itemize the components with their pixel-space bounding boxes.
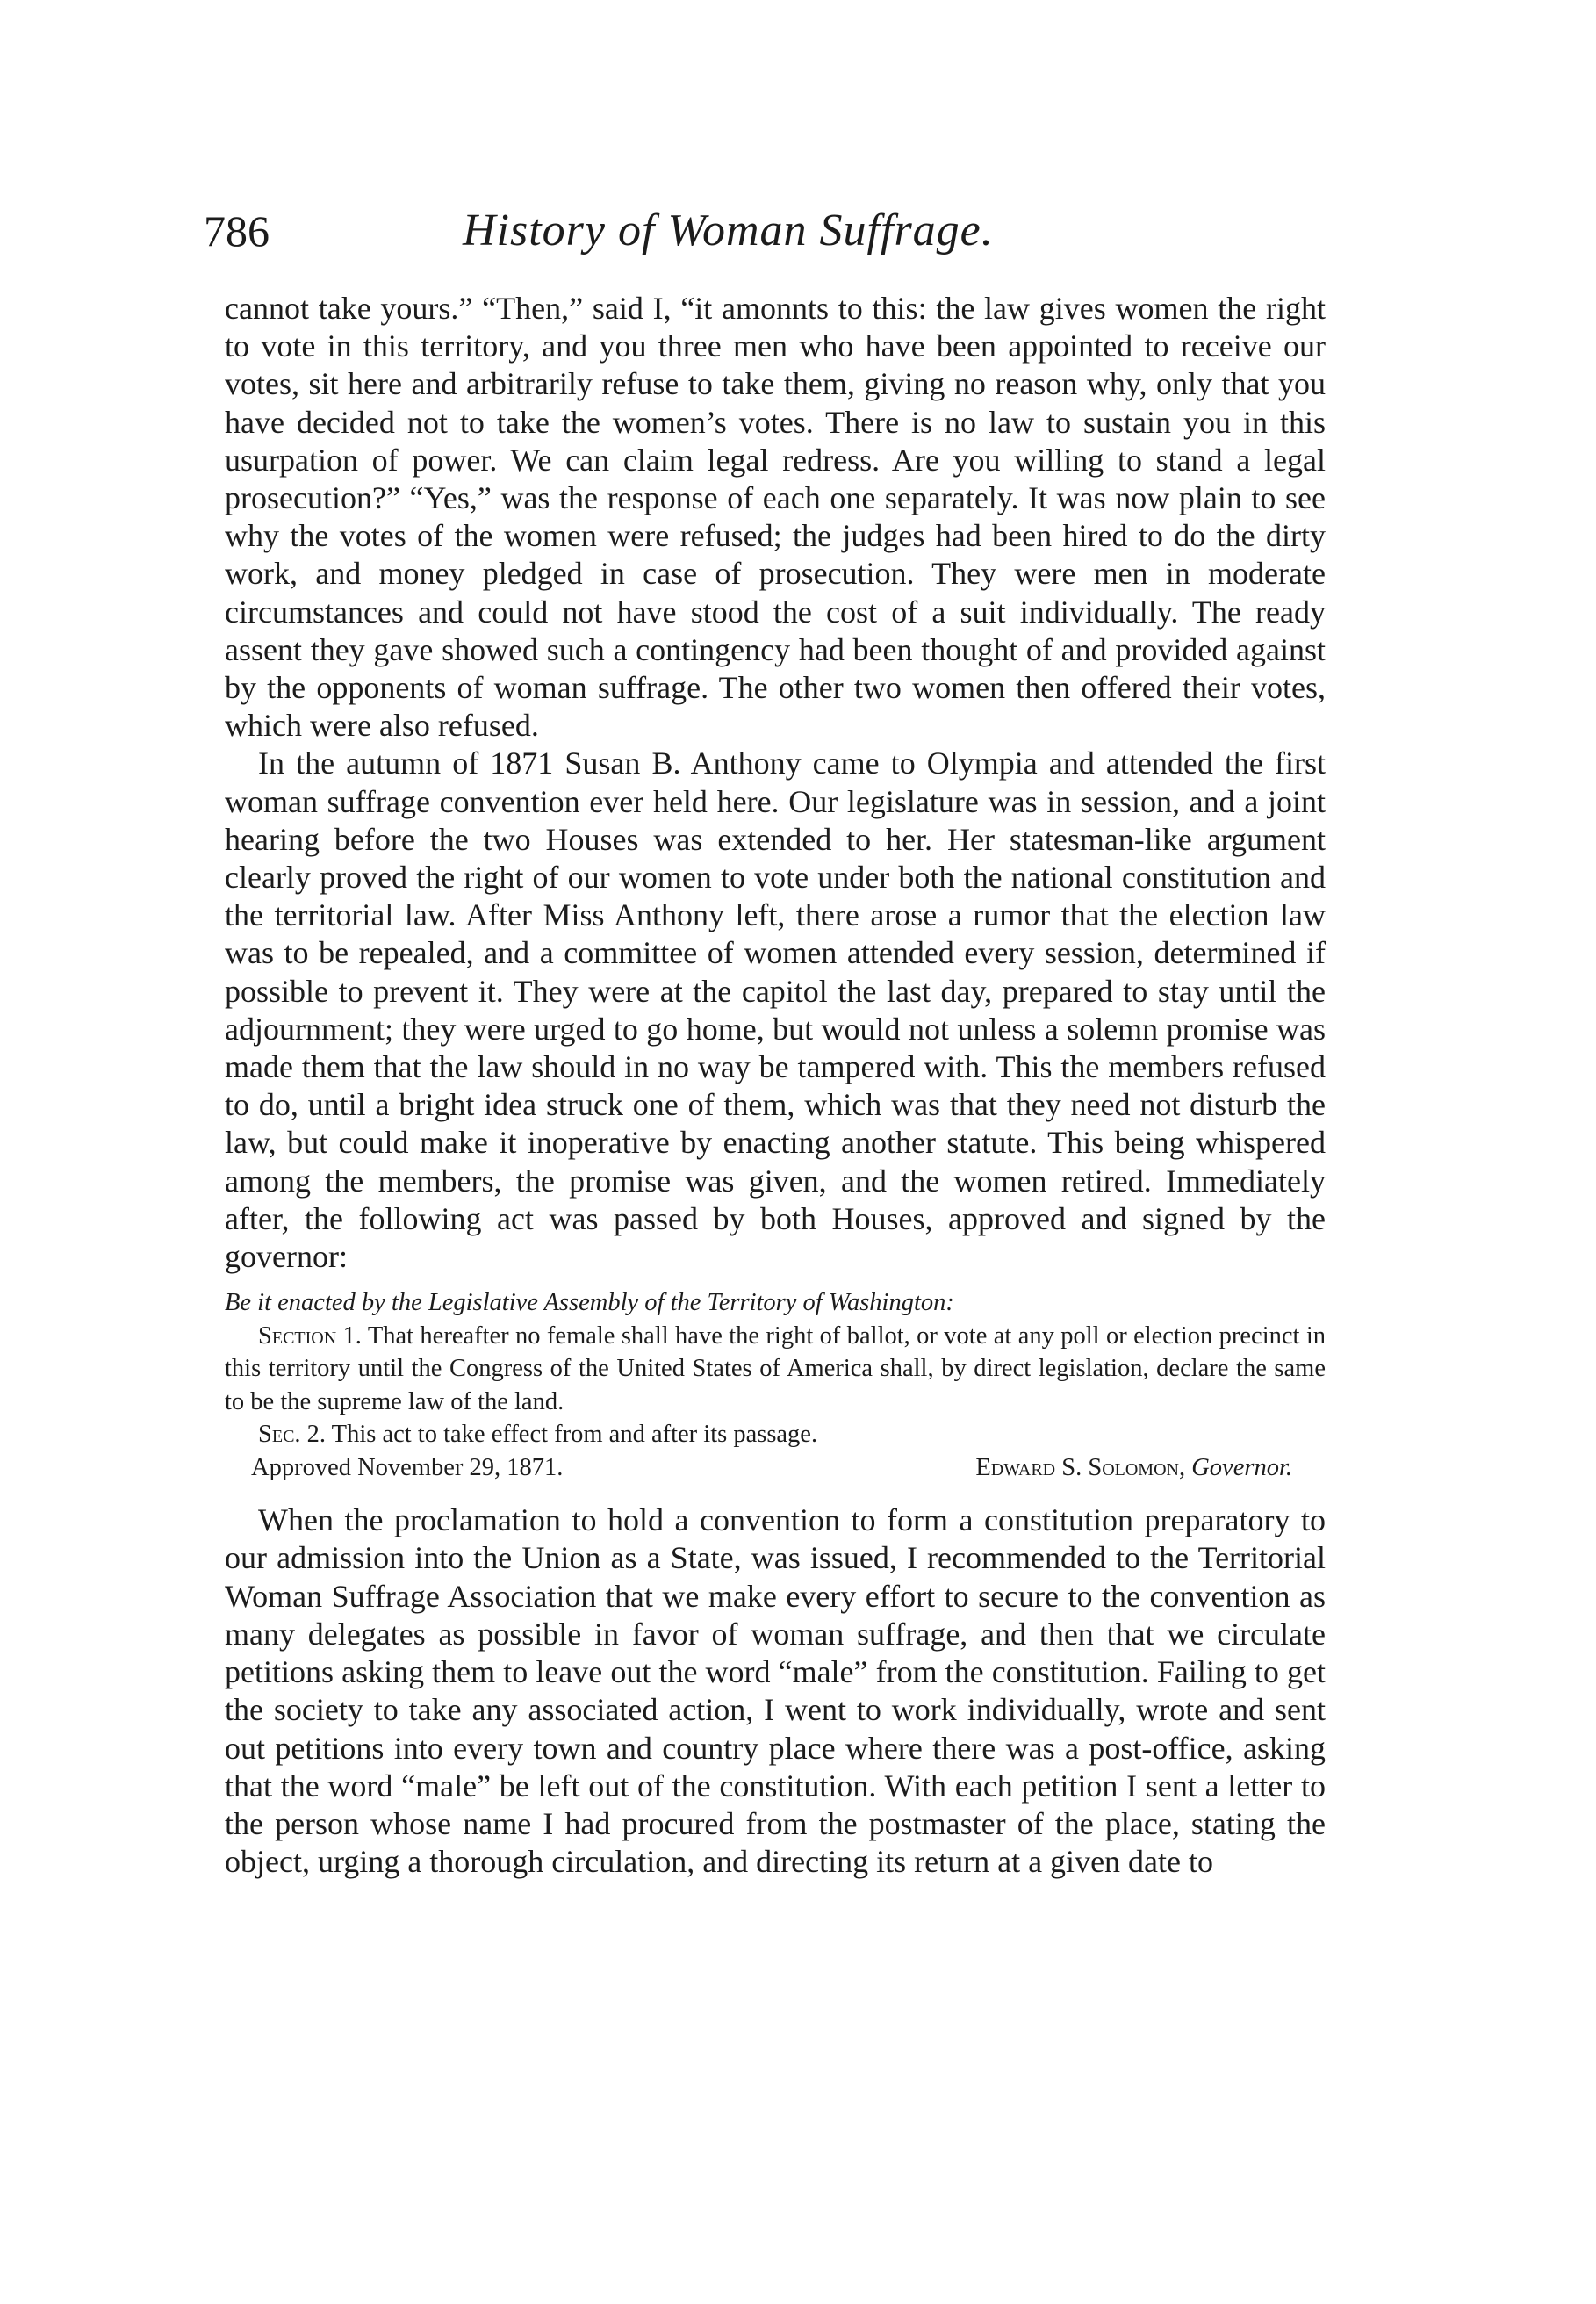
paragraph-1: cannot take yours.” “Then,” said I, “it amonnts to this: the law gives women the right to vote in this territory, and you three men who have been appointed to receive our votes, sit here and arbitrarily refuse to take them, giving no reason why, only that you have decided not to take the women’s votes. There is no law to sustain you in this usurpation of power. We can claim legal redress. Are you willing to stand a legal prosecution?” “Yes,” was the response of each one separately. It was now plain to see why the votes of the women were refused; the judges had been hired to do the dirty work, and money pledged in case of prosecution. They were men in moderate circumstances and could not have stood the cost of a suit individually. The ready assent they gave showed such a contingency had been thought of and provided against by the opponents of woman suffrage. The other two women then offered their votes, which were also refused. (225, 291, 1326, 744)
statute-section-2 (225, 1418, 1326, 1451)
governor-title: Governor. (1191, 1453, 1292, 1481)
running-title: History of Woman Suffrage. (463, 205, 994, 256)
section-2-text: This act to take effect from and after its passage. (331, 1421, 818, 1449)
page-header (204, 200, 1345, 262)
statute-section-1 (225, 1320, 1326, 1419)
paragraph-2: In the autumn of 1871 Susan B. Anthony came to Olympia and attended the first woman suffrage convention ever held here. Our legislature was in session, and a joint hearing before the two Houses was extended to her. Her statesman-like argument clearly proved the right of our women to vote under both the national constitution and the territorial law. After Miss Anthony left, there arose a rumor that the election law was to be repealed, and a committee of women attended every session, determined if possible to prevent it. They were at the capitol the last day, prepared to stay until the adjournment; they were urged to go home, but would not unless a solemn promise was made them that the law should in no way be tampered with. This the members refused to do, until a bright idea struck one of them, which was that they need not disturb the law, but could make it inoperative by enacting another statute. This being whispered among the members, the promise was given, and the women retired. Immediately after, the following act was passed by both Houses, approved and signed by the governor: (225, 745, 1326, 1275)
governor-name: Edward S. Solomon, (975, 1453, 1186, 1481)
approval-date: Approved November 29, 1871. (251, 1453, 564, 1481)
page-number: 786 (204, 206, 270, 256)
section-1-label: Section 1. (258, 1321, 362, 1350)
statute-block (225, 1286, 1326, 1484)
approval-line (225, 1451, 1326, 1485)
governor-signature (975, 1451, 1292, 1485)
enacting-clause: Be it enacted by the Legislative Assembly of the Territory of Washington: (225, 1289, 954, 1317)
paragraph-3: When the proclamation to hold a convention to form a constitution preparatory to our admission into the Union as a State, was issued, I recommended to the Territorial Woman Suffrage Association that we make every effort to secure to the convention as many delegates as possible in favor of woman suffrage, and then that we circulate petitions asking them to leave out the word “male” from the constitution. Failing to get the society to take any associated action, I went to work individually, wrote and sent out petitions into every town and country place where there was a post-office, asking that the word “male” be left out of the constitution. With each petition I sent a letter to the person whose name I had procured from the postmaster of the place, stating the object, urging a thorough circulation, and directing its return at a given date to (225, 1502, 1326, 1880)
page-body (225, 290, 1326, 1881)
section-1-text: That hereafter no female shall have the right of ballot, or vote at any poll or election precinct in this territory until the Congress of the United States of America shall, by direct legislation, declare the same to be the supreme law of the land. (225, 1321, 1326, 1415)
section-2-label: Sec. 2. (258, 1421, 327, 1449)
